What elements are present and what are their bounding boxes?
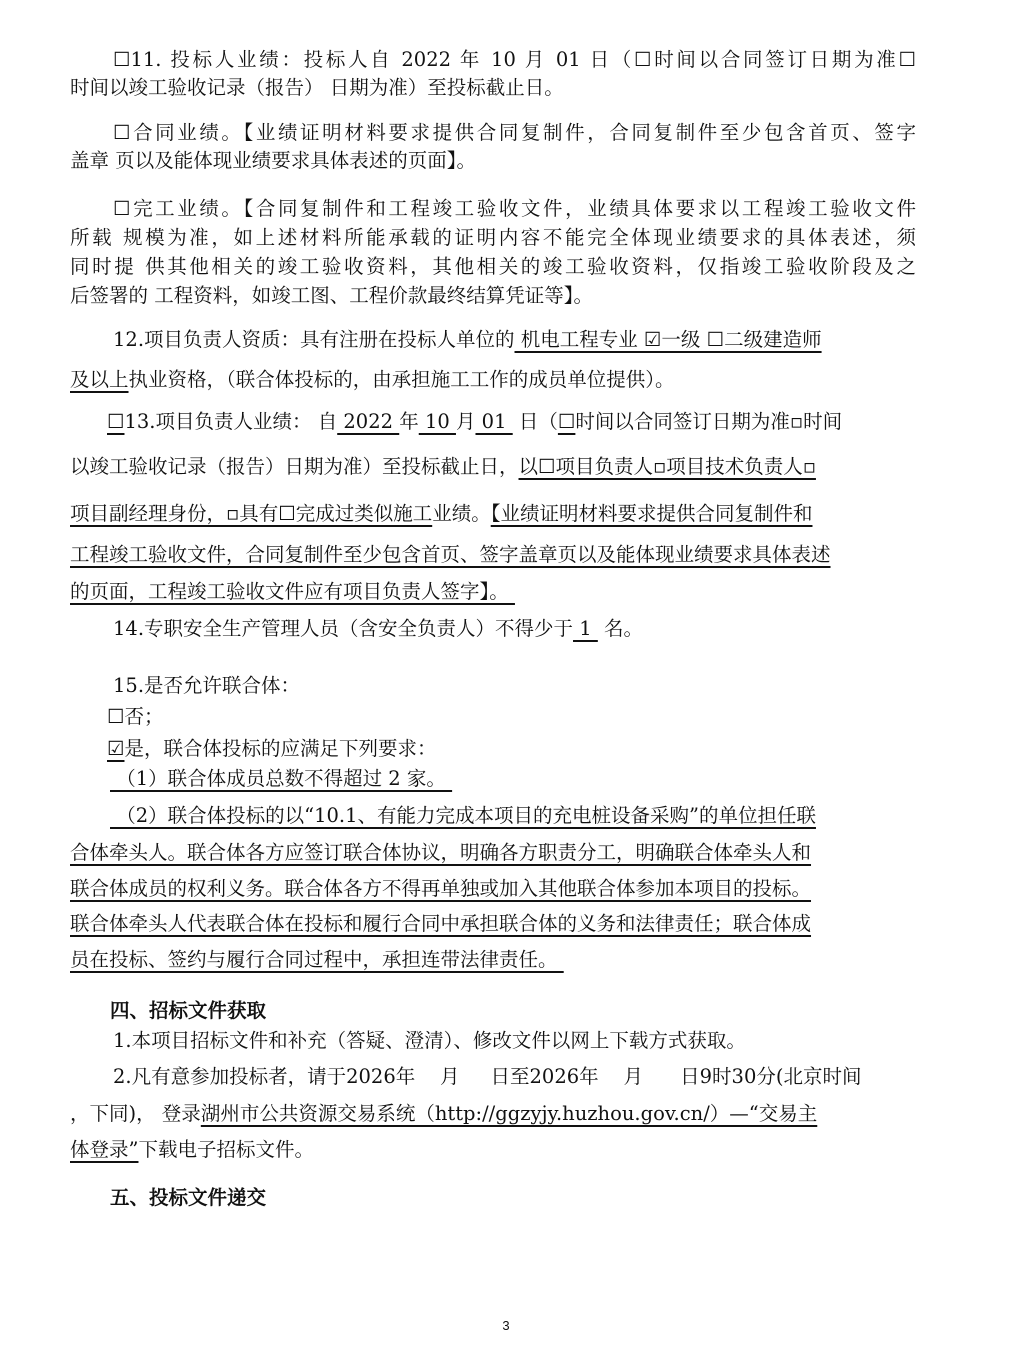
text-line xyxy=(70,1101,817,1127)
text-line xyxy=(113,1064,861,1090)
text-segment: 13.项目负责人业绩： 自 xyxy=(124,410,338,433)
text-segment: 业绩。 xyxy=(432,502,491,525)
underlined-text: 及以上 xyxy=(70,368,129,391)
underlined-text: 机电工程专业 ☑一级 ☐二级建造师 xyxy=(514,328,822,351)
underlined-text: 员在投标、签约与履行合同过程中，承担连带法律责任。 xyxy=(70,948,564,971)
text-segment: 年 xyxy=(399,410,419,433)
text-segment: 名。 xyxy=(597,617,644,640)
text-line xyxy=(113,616,643,642)
text-line xyxy=(70,840,811,866)
text-line xyxy=(70,367,675,393)
text-line xyxy=(70,911,811,937)
text-line xyxy=(107,736,437,762)
text-segment: 时间以合同签订日期为准▫时间 xyxy=(575,410,843,433)
underlined-text: 10 xyxy=(418,410,456,433)
text-line xyxy=(70,283,593,309)
text-line xyxy=(70,579,515,605)
text-line xyxy=(113,327,822,353)
underlined-text: 体登录” xyxy=(70,1138,139,1161)
underlined-text: 的页面，工程竣工验收文件应有项目负责人签字】。 xyxy=(70,580,515,603)
text-line xyxy=(70,454,816,480)
text-segment: 后签署的 工程资料，如竣工图、工程价款最终结算凭证等】。 xyxy=(70,284,593,307)
text-line xyxy=(107,704,163,730)
underlined-text: 【业绩证明材料要求提供合同复制件和 xyxy=(490,502,813,525)
underlined-text: ☑ xyxy=(107,737,125,760)
text-segment: 日（ xyxy=(512,410,558,433)
text-segment: 以竣工验收记录（报告）日期为准）至投标截止日， xyxy=(70,455,519,478)
text-line xyxy=(113,196,916,222)
text-line xyxy=(70,75,564,101)
section-heading xyxy=(110,1185,266,1211)
text-segment: ☐否； xyxy=(107,705,164,728)
text-line xyxy=(70,542,831,568)
underlined-text: 项目副经理身份，▫具有☐完成过类似施工 xyxy=(70,502,433,525)
underlined-text: 01 xyxy=(475,410,513,433)
text-line xyxy=(70,148,476,174)
text-segment: ，下同)， 登录 xyxy=(70,1102,201,1125)
text-segment: 是，联合体投标的应满足下列要求： xyxy=(124,737,437,760)
text-line xyxy=(113,673,300,699)
text-segment: 下载电子招标文件。 xyxy=(138,1138,314,1161)
underlined-text: 以☐项目负责人▫项目技术负责人▫ xyxy=(518,455,816,478)
text-segment: 五、投标文件递交 xyxy=(110,1186,267,1209)
underlined-text: ☐ xyxy=(107,410,125,433)
underlined-text: 工程竣工验收文件，合同复制件至少包含首页、签字盖章页以及能体现业绩要求具体表述 xyxy=(70,543,831,566)
text-line xyxy=(70,254,916,280)
text-line xyxy=(113,47,916,73)
text-line xyxy=(70,1137,314,1163)
text-line xyxy=(70,947,564,973)
text-segment: 14.专职安全生产管理人员（含安全负责人）不得少于 xyxy=(113,617,574,640)
text-segment: 四、招标文件获取 xyxy=(110,999,267,1022)
text-segment: ☐11. 投标人业绩：投标人自 2022 年 10 月 01 日（☐时间以合同签订日期为准☐ xyxy=(113,48,916,71)
page-number: 3 xyxy=(502,1318,510,1333)
text-segment: 1.本项目招标文件和补充（答疑、澄清）、修改文件以网上下载方式获取。 xyxy=(113,1029,746,1052)
underlined-text: 合体牵头人。联合体各方应签订联合体协议，明确各方职责分工，明确联合体牵头人和 xyxy=(70,841,812,864)
text-segment: ☐合同业绩。【业绩证明材料要求提供合同复制件，合同复制件至少包含首页、签字 xyxy=(113,121,916,144)
text-segment: 执业资格，（联合体投标的，由承担施工工作的成员单位提供）。 xyxy=(128,368,675,391)
text-segment: 所载 规模为准，如上述材料所能承载的证明内容不能完全体现业绩要求的具体表述，须 xyxy=(70,226,916,249)
text-segment: 月 xyxy=(455,410,476,433)
underlined-text: 湖州市公共资源交易系统（http://ggzyjy.huzhou.gov.cn/）—“交易主 xyxy=(200,1102,818,1125)
text-line xyxy=(70,501,812,527)
text-segment: 时间以竣工验收记录（报告） 日期为准）至投标截止日。 xyxy=(70,76,564,99)
section-heading xyxy=(110,998,266,1024)
underlined-text: （2）联合体投标的以“10.1、有能力完成本项目的充电桩设备采购”的单位担任联 xyxy=(110,804,816,827)
underlined-text: 2022 xyxy=(337,410,400,433)
underlined-text: 联合体成员的权利义务。联合体各方不得再单独或加入其他联合体参加本项目的投标。 xyxy=(70,877,812,900)
text-line xyxy=(110,803,816,829)
underlined-text: 联合体牵头人代表联合体在投标和履行合同中承担联合体的义务和法律责任；联合体成 xyxy=(70,912,812,935)
text-line xyxy=(113,120,916,146)
text-segment: 2.凡有意参加投标者，请于2026年 月 日至2026年 月 日9时30分(北京时间 xyxy=(113,1065,862,1088)
text-segment: 盖章 页以及能体现业绩要求具体表述的页面】。 xyxy=(70,149,476,172)
underlined-text: 1 xyxy=(573,617,598,640)
text-line xyxy=(107,409,842,435)
text-segment: 同时提 供其他相关的竣工验收资料，其他相关的竣工验收资料，仅指竣工验收阶段及之 xyxy=(70,255,916,278)
text-line xyxy=(110,766,452,792)
text-segment: 15.是否允许联合体： xyxy=(113,674,301,697)
text-segment: ☐完工业绩。【合同复制件和工程竣工验收文件，业绩具体要求以工程竣工验收文件 xyxy=(113,197,916,220)
underlined-text: （1）联合体成员总数不得超过 2 家。 xyxy=(110,767,453,790)
underlined-text: ☐ xyxy=(557,410,576,433)
text-line xyxy=(113,1028,746,1054)
text-line xyxy=(70,225,916,251)
text-line xyxy=(70,876,811,902)
text-segment: 12.项目负责人资质：具有注册在投标人单位的 xyxy=(113,328,515,351)
